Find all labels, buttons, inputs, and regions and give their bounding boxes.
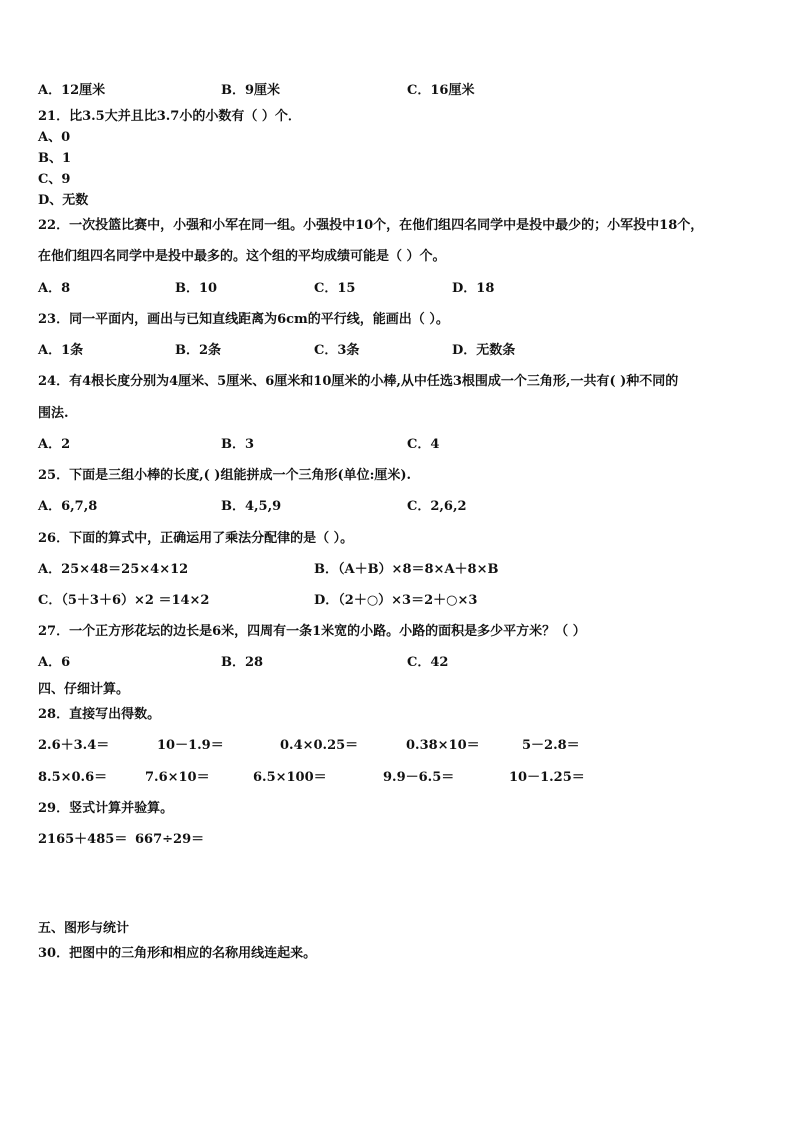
q23-stem: 23．同一平面内，画出与已知直线距离为6cm的平行线，能画出（ ）。: [38, 312, 449, 327]
q21-option-c[interactable]: C、9: [38, 172, 71, 187]
q29-stem: 29．竖式计算并验算。: [38, 801, 174, 816]
q26-option-c[interactable]: C．（5＋3＋6）×2 ＝14×2: [38, 593, 210, 608]
q27-option-c[interactable]: C．42: [407, 655, 449, 670]
section-5-heading: 五、图形与统计: [38, 921, 130, 936]
q25-option-c[interactable]: C．2,6,2: [407, 499, 467, 514]
q22-option-c[interactable]: C．15: [314, 281, 356, 296]
q21-option-a[interactable]: A、0: [38, 130, 71, 145]
q25-stem: 25．下面是三组小棒的长度,( )组能拼成一个三角形(单位:厘米).: [38, 468, 412, 483]
q24-stem-line1: 24．有4根长度分别为4厘米、5厘米、6厘米和10厘米的小棒,从中任选3根围成一个三角形,一共有( )种不同的: [38, 374, 679, 389]
q28-expr: 5－2.8＝: [522, 738, 580, 753]
q28-expr: 0.38×10＝: [406, 738, 480, 753]
q26-stem: 26．下面的算式中，正确运用了乘法分配律的是（ ）。: [38, 531, 354, 546]
q27-option-a[interactable]: A．6: [38, 655, 71, 670]
q26-option-a[interactable]: A．25×48＝25×4×12: [38, 562, 189, 577]
q26-option-b[interactable]: B．（A＋B）×8＝8×A＋8×B: [314, 562, 499, 577]
q26-option-d[interactable]: D．（2＋○）×3＝2＋○×3: [314, 593, 478, 608]
q22-option-b[interactable]: B．10: [175, 281, 218, 296]
q21-option-d[interactable]: D、无数: [38, 193, 89, 208]
q28-expr: 7.6×10＝: [145, 770, 210, 785]
q20-option-b[interactable]: B．9厘米: [221, 83, 281, 98]
q24-option-a[interactable]: A．2: [38, 437, 71, 452]
q22-stem-line1: 22．一次投篮比赛中，小强和小军在同一组。小强投中10个，在他们组四名同学中是投中最少的；小军投中18个，: [38, 218, 704, 233]
q25-option-a[interactable]: A．6,7,8: [38, 499, 98, 514]
q28-expr: 10－1.9＝: [157, 738, 224, 753]
q27-stem: 27．一个正方形花坛的边长是6米，四周有一条1米宽的小路。小路的面积是多少平方米？（ ）: [38, 624, 586, 639]
q23-option-d[interactable]: D．无数条: [452, 343, 516, 358]
q22-stem-line2: 在他们组四名同学中是投中最多的。这个组的平均成绩可能是（ ）个。: [38, 249, 446, 264]
q30-stem: 30．把图中的三角形和相应的名称用线连起来。: [38, 946, 317, 961]
q28-expr: 8.5×0.6＝: [38, 770, 108, 785]
q29-item: 667÷29＝: [135, 832, 205, 847]
q28-expr: 6.5×100＝: [253, 770, 327, 785]
q22-option-d[interactable]: D．18: [452, 281, 495, 296]
section-4-heading: 四、仔细计算。: [38, 682, 130, 697]
q20-option-c[interactable]: C．16厘米: [407, 83, 475, 98]
q25-option-b[interactable]: B．4,5,9: [221, 499, 282, 514]
q23-option-a[interactable]: A．1条: [38, 343, 84, 358]
q23-option-c[interactable]: C．3条: [314, 343, 360, 358]
q22-option-a[interactable]: A．8: [38, 281, 71, 296]
q23-option-b[interactable]: B．2条: [175, 343, 222, 358]
q24-stem-line2: 围法.: [38, 406, 69, 421]
q21-option-b[interactable]: B、1: [38, 151, 72, 166]
q27-option-b[interactable]: B．28: [221, 655, 264, 670]
q28-stem: 28．直接写出得数。: [38, 707, 161, 722]
q28-expr: 10－1.25＝: [509, 770, 585, 785]
q20-option-a[interactable]: A．12厘米: [38, 83, 106, 98]
q28-expr: 2.6＋3.4＝: [38, 738, 110, 753]
q24-option-b[interactable]: B．3: [221, 437, 255, 452]
q28-expr: 0.4×0.25＝: [280, 738, 359, 753]
q29-item: 2165＋485＝: [38, 832, 128, 847]
q24-option-c[interactable]: C．4: [407, 437, 440, 452]
q21-stem: 21．比3.5大并且比3.7小的小数有（ ）个．: [38, 109, 301, 124]
q28-expr: 9.9－6.5＝: [383, 770, 455, 785]
